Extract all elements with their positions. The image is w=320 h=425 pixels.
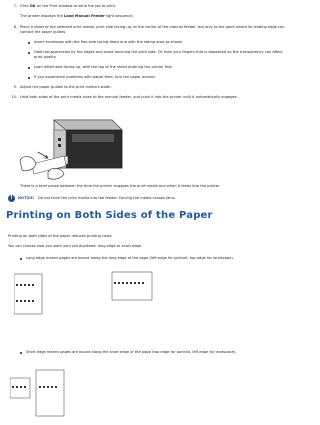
step-text: Click OK on the Print window to send the job to print.	[20, 4, 117, 8]
section-paragraph: Printing on both sides of the paper reduces printing costs.	[8, 234, 113, 238]
short-edge-binding-illustration	[10, 368, 70, 418]
notice-icon: !	[8, 195, 15, 202]
step-8	[8, 25, 294, 36]
step-7-note: The printer displays the Load Manual Feeder light sequence.	[20, 14, 134, 18]
step-number: 10.	[11, 95, 17, 99]
step-text: Hold both sides of the print media close to the manual feeder, and push it into the printer until it automatically engages.	[20, 95, 238, 99]
notice-text: Do not force the print media into the feeder. Forcing the media causes jams.	[38, 196, 176, 200]
notice-label: NOTICE:	[18, 196, 35, 200]
pause-note: There is a brief pause between the time the printer engages the print media and when it feeds into the printer.	[20, 184, 221, 188]
printer-manual-feed-illustration	[14, 112, 134, 182]
step-text: Place a sheet of the selected print media, print side facing up, at the center of the manual feeder, but only to the point where its leading edge can contact the paper guides.	[20, 25, 285, 35]
step-text: Adjust the paper guides to the print media's width.	[20, 85, 112, 89]
step-number: 7.	[13, 4, 17, 8]
long-edge-binding-illustration	[14, 270, 154, 316]
section-paragraph: You can choose how you want your job duplexed: long edge or short edge.	[8, 244, 143, 248]
step-number: 8.	[13, 25, 17, 29]
section-title: Printing on Both Sides of the Paper	[6, 210, 213, 221]
step-number: 9.	[13, 85, 17, 89]
